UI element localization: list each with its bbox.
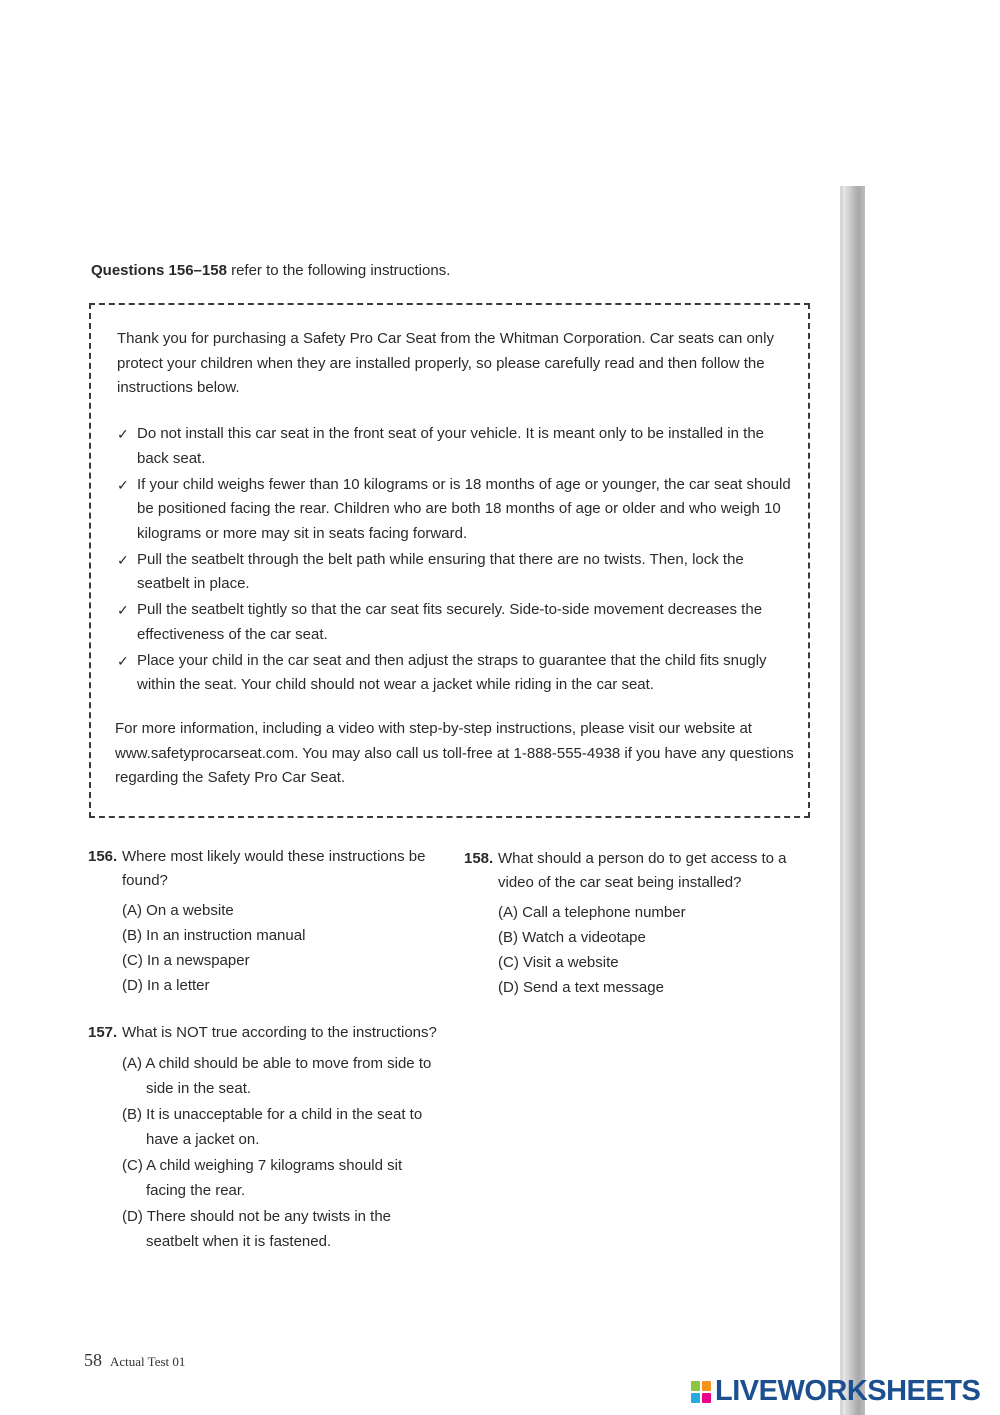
answer-option-b[interactable]: (B) In an instruction manual: [122, 927, 306, 944]
question-number: 158.: [464, 850, 494, 867]
answer-options: [122, 898, 438, 998]
answer-option-d[interactable]: (D) There should not be any twists in the seatbelt when it is fastened.: [122, 1207, 392, 1250]
answer-option-c[interactable]: (C) A child weighing 7 kilograms should sit facing the rear.: [122, 1156, 403, 1199]
checklist-item: [117, 473, 797, 547]
page-footer: [84, 1350, 185, 1371]
questions-intro: [91, 262, 450, 279]
question-number: 157.: [88, 1024, 118, 1041]
check-icon: ✓: [117, 426, 129, 442]
liveworksheets-wordmark: LIVEWORKSHEETS: [715, 1375, 981, 1407]
checklist-item: [117, 422, 797, 471]
checklist-item-text: Pull the seatbelt through the belt path while ensuring that there are no twists. Then, lock the seatbelt in place.: [137, 550, 744, 592]
check-icon: ✓: [117, 476, 129, 493]
questions-intro-rest: refer to the following instructions.: [226, 262, 451, 279]
checklist-item: [117, 598, 797, 647]
check-icon: ✓: [117, 652, 129, 669]
question-158: [464, 847, 809, 1000]
question-157: [88, 1021, 438, 1255]
answer-options: [498, 900, 809, 1000]
page-spine-shadow: [843, 186, 865, 1415]
answer-option-c[interactable]: (C) Visit a website: [498, 954, 619, 971]
answer-option-d[interactable]: (D) Send a text message: [498, 979, 664, 996]
question-number: 156.: [88, 848, 118, 865]
answer-option-a[interactable]: (A) On a website: [122, 902, 234, 919]
liveworksheets-logo: [690, 1375, 980, 1408]
test-title: Actual Test 01: [110, 1354, 186, 1369]
answer-option-a[interactable]: (A) Call a telephone number: [498, 904, 686, 921]
page-number: 58: [84, 1350, 102, 1370]
more-info-paragraph: For more information, including a video with step-by-step instructions, please visit our website at www.safetyprocarseat.com. You may also call us toll-free at 1-888-555-4938 if you have any questions regarding the Safety Pro Car Seat.: [115, 720, 794, 786]
question-stem: What is NOT true according to the instructions?: [122, 1024, 437, 1041]
answer-option-b[interactable]: (B) Watch a videotape: [498, 929, 646, 946]
checklist-item-text: Place your child in the car seat and then adjust the straps to guarantee that the child fits snugly within the seat. Your child should not wear a jacket while riding in the car seat.: [137, 651, 767, 693]
question-156: [88, 845, 438, 998]
answer-option-b[interactable]: (B) It is unacceptable for a child in the seat to have a jacket on.: [122, 1105, 423, 1148]
checklist-item-text: If your child weighs fewer than 10 kilograms or is 18 months of age or younger, the car seat should be positioned facing the rear. Children who are both 18 months of age or older and who weigh 10 kilograms or more may sit in seats facing forward.: [137, 475, 791, 542]
check-icon: ✓: [117, 551, 129, 568]
question-stem: What should a person do to get access to a video of the car seat being installed?: [498, 850, 787, 891]
answer-options: [122, 1051, 438, 1254]
answer-option-d[interactable]: (D) In a letter: [122, 977, 210, 994]
checklist-item: [117, 649, 797, 698]
checklist-item: [117, 548, 797, 597]
instructions-checklist: [117, 422, 797, 699]
questions-range: Questions 156–158: [91, 262, 227, 279]
instructions-intro-paragraph: Thank you for purchasing a Safety Pro Car Seat from the Whitman Corporation. Car seats can only protect your children when they are installed properly, so please carefully read and then follow the instructions below.: [117, 330, 774, 396]
answer-option-c[interactable]: (C) In a newspaper: [122, 952, 250, 969]
liveworksheets-grid-icon: [690, 1380, 712, 1404]
checklist-item-text: Do not install this car seat in the front seat of your vehicle. It is meant only to be installed in the back seat.: [137, 425, 764, 467]
question-stem: Where most likely would these instructions be found?: [122, 848, 426, 889]
checklist-item-text: Pull the seatbelt tightly so that the car seat fits securely. Side-to-side movement decreases the effectiveness of the car seat.: [137, 601, 763, 643]
answer-option-a[interactable]: (A) A child should be able to move from side to side in the seat.: [122, 1054, 432, 1097]
check-icon: ✓: [117, 602, 129, 618]
